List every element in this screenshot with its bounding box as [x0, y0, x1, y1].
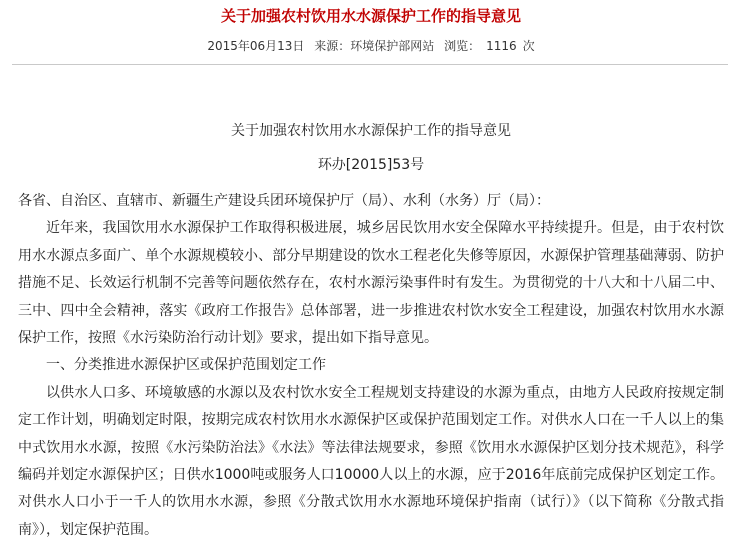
paragraph: 以供水人口多、环境敏感的水源以及农村饮水安全工程规划支持建设的水源为重点，由地方人民政府按规定制定工作计划，明确划定时限，按期完成农村饮用水水源保护区或保护范围划定工作。对供水人口在一千人以上的集中式饮用水水源，按照《水污染防治法》《水法》等法律法规要求，参照《饮用水水源保护区划分技术规范》，科学编码并划定水源保护区；日供水1000吨或服务人口10000人以上的水源，应于2016年底前完成保护区划定工作。对供水人口小于一千人的饮用水水源，参照《分散式饮用水水源地环境保护指南（试行）》（以下简称《分散式指南》），划定保护范围。 [18, 384, 724, 538]
paragraph: 近年来，我国饮用水水源保护工作取得积极进展，城乡居民饮用水安全保障水平持续提升。但是，由于农村饮用水水源点多面广、单个水源规模较小、部分早期建设的饮水工程老化失修等原因，水源保护管理基础薄弱、防护措施不足、长效运行机制不完善等问题依然存在，农村水源污染事件时有发生。为贯彻党的十八大和十八届二中、三中、四中全会精神，落实《政府工作报告》总体部署，进一步推进农村饮水安全工程建设，加强农村饮用水水源保护工作，按照《水污染防治行动计划》要求，提出如下指导意见。 [18, 220, 724, 347]
document-number: 环办[2015]53号 [317, 157, 425, 173]
page-title: 关于加强农村饮用水水源保护工作的指导意见 [220, 7, 521, 25]
source-label: 来源： [314, 39, 351, 53]
view-count [444, 39, 535, 53]
source-name: 环境保护部网站 [350, 39, 435, 53]
salutation: 各省、自治区、直辖市、新疆生产建设兵团环境保护厅（局）、水利（水务）厅（局）： [18, 193, 550, 209]
header-divider [12, 64, 728, 65]
document-body [18, 188, 724, 544]
document-title: 关于加强农村饮用水水源保护工作的指导意见 [231, 123, 511, 139]
publish-date: 2015年06月13日 [207, 39, 305, 53]
views-value: 1116 [486, 39, 517, 53]
article-meta [0, 37, 742, 55]
section-heading: 一、分类推进水源保护区或保护范围划定工作 [46, 357, 326, 374]
source-info [314, 39, 434, 53]
views-unit: 次 [522, 39, 535, 53]
views-label: 浏览： [444, 39, 481, 53]
